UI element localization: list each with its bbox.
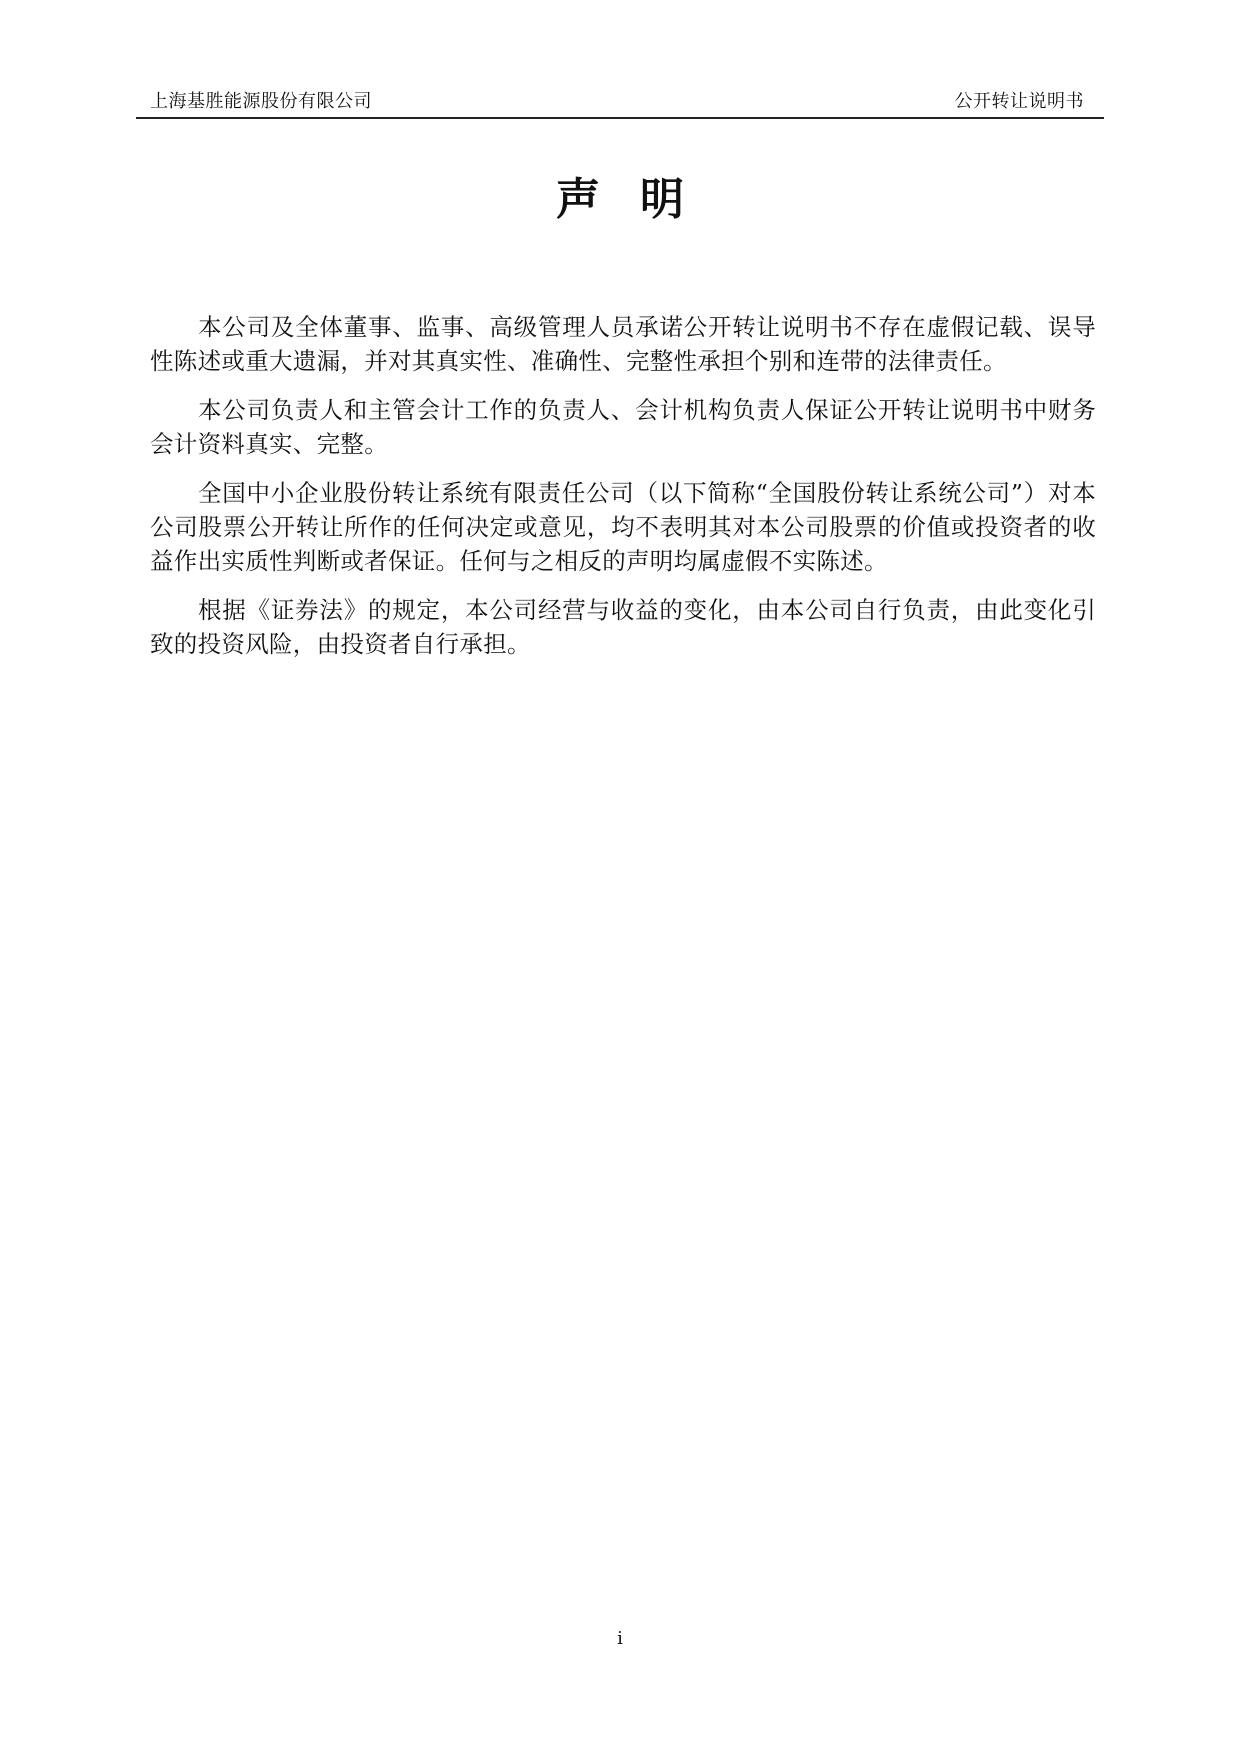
- header-divider: [136, 117, 1104, 119]
- statement-paragraph-1: 本公司及全体董事、监事、高级管理人员承诺公开转让说明书不存在虚假记载、误导性陈述或重大遗漏，并对其真实性、准确性、完整性承担个别和连带的法律责任。: [150, 313, 1096, 375]
- statement-paragraph-2: 本公司负责人和主管会计工作的负责人、会计机构负责人保证公开转让说明书中财务会计资料真实、完整。: [150, 396, 1096, 458]
- statement-paragraph-4: 根据《证券法》的规定，本公司经营与收益的变化，由本公司自行负责，由此变化引致的投资风险，由投资者自行承担。: [150, 596, 1096, 658]
- statement-paragraph-3: 全国中小企业股份转让系统有限责任公司（以下简称“全国股份转让系统公司”）对本公司股票公开转让所作的任何决定或意见，均不表明其对本公司股票的价值或投资者的收益作出实质性判断或者保证。任何与之相反的声明均属虚假不实陈述。: [150, 479, 1096, 575]
- header-document-type: 公开转让说明书: [954, 91, 1084, 112]
- statement-body: [150, 310, 1096, 661]
- page-title: 声明: [556, 174, 724, 225]
- header-company-name: 上海基胜能源股份有限公司: [150, 91, 372, 112]
- page-number: i: [617, 1628, 623, 1649]
- page-header: [136, 90, 1104, 118]
